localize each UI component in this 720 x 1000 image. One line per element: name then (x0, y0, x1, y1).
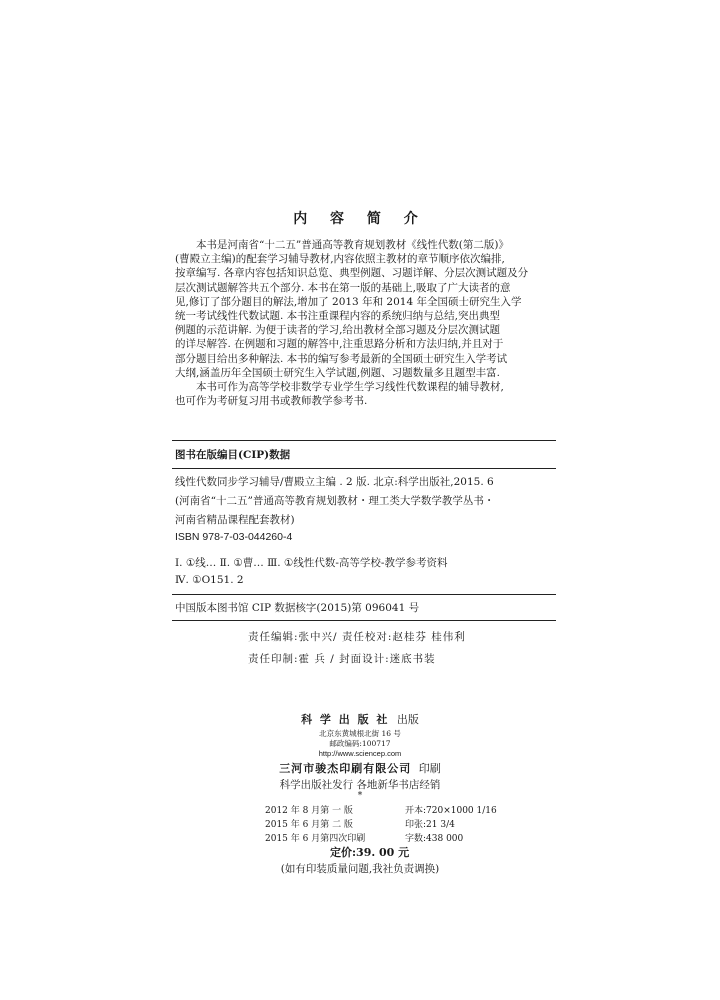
summary-line: 的详尽解答. 在例题和习题的解答中,注重思路分析和方法归纳,并且对于 (175, 338, 504, 351)
cip-heading: 图书在版编目(CIP)数据 (175, 449, 291, 461)
print-row (265, 831, 463, 844)
printer-name: 三河市骏杰印刷有限公司 (279, 762, 412, 775)
summary-paragraph-2 (175, 380, 555, 408)
star-separator: * (357, 791, 363, 801)
print-spec: 印张:21 3/4 (405, 820, 455, 830)
print-spec: 字数:438 000 (405, 834, 464, 844)
summary-line: 层次测试题解答共五个部分. 本书在第一版的基础上,吸取了广大读者的意 (175, 281, 511, 294)
print-edition: 2015 年 6 月第四次印刷 (265, 834, 366, 844)
summary-title: 内 容 简 介 (293, 211, 427, 227)
summary-paragraph-1 (175, 238, 555, 380)
printer-line (0, 760, 720, 776)
publisher-postcode: 邮政编码:100717 (329, 739, 391, 748)
credits-editors: 责任编辑:张中兴/ 责任校对:赵桂芬 桂伟利 (248, 631, 466, 643)
publisher-name: 科 学 出 版 社 (301, 713, 390, 726)
cip-classification: Ⅰ. ①线… Ⅱ. ①曹… Ⅲ. ①线性代数-高等学校-教学参考资料 (175, 557, 448, 569)
summary-line: 统一考试线性代数试题. 本书注重课程内容的系统归纳与总结,突出典型 (175, 310, 501, 323)
summary-line: 本书可作为高等学校非数学专业学生学习线性代数课程的辅导教材, (196, 381, 504, 393)
print-edition: 2015 年 6 月第 二 版 (265, 820, 353, 830)
summary-line: 部分题目给出多种解法. 本书的编写参考最新的全国硕士研究生入学考试 (175, 352, 508, 365)
credits-production: 责任印制:霍 兵 / 封面设计:迷底书装 (248, 653, 436, 665)
cip-line: 河南省精品课程配套教材) (175, 514, 295, 526)
summary-line: 本书是河南省“十二五”普通高等教育规划教材《线性代数(第二版)》 (196, 239, 509, 251)
publisher-website: http://www.sciencep.com (318, 749, 402, 758)
quality-note: (如有印装质量问题,我社负责调换) (280, 863, 440, 875)
divider (172, 440, 556, 441)
price: 定价:39. 00 元 (330, 846, 410, 859)
publisher-line (0, 711, 720, 727)
summary-line: (曹殿立主编)的配套学习辅导教材,内容依照主教材的章节顺序依次编排, (175, 253, 505, 266)
summary-line: 大纲,涵盖历年全国硕士研究生入学试题,例题、习题数量多且题型丰富. (175, 366, 501, 379)
print-edition: 2012 年 8 月第 一 版 (265, 806, 353, 816)
divider (172, 594, 556, 595)
printer-action: 印刷 (418, 762, 441, 775)
summary-line: 例题的示范讲解. 为便于读者的学习,给出教材全部习题及分层次测试题 (175, 324, 501, 337)
publisher-action: 出版 (396, 713, 419, 726)
summary-line: 按章编写. 各章内容包括知识总览、典型例题、习题详解、分层次测试题及分 (175, 267, 529, 280)
summary-line: 也可作为考研复习用书或教师教学参考书. (175, 395, 368, 408)
print-row (265, 803, 497, 816)
divider (172, 468, 556, 469)
isbn: ISBN 978-7-03-044260-4 (175, 531, 293, 543)
cip-line: (河南省“十二五”普通高等教育规划教材・理工类大学数学教学丛书・ (175, 495, 495, 507)
summary-line: 见,修订了部分题目的解法,增加了 2013 年和 2014 年全国硕士研究生入学 (175, 295, 522, 308)
cip-classification: Ⅳ. ①O151. 2 (175, 574, 244, 586)
divider (172, 620, 556, 621)
print-row (265, 817, 455, 830)
publisher-address: 北京东黄城根北街 16 号 (319, 729, 401, 738)
distribution: 科学出版社发行 各地新华书店经销 (279, 779, 441, 791)
print-spec: 开本:720×1000 1/16 (405, 806, 497, 816)
cip-number: 中国版本图书馆 CIP 数据核字(2015)第 096041 号 (175, 602, 420, 614)
cip-line: 线性代数同步学习辅导/曹殿立主编 . 2 版. 北京:科学出版社,2015. 6 (175, 476, 494, 488)
